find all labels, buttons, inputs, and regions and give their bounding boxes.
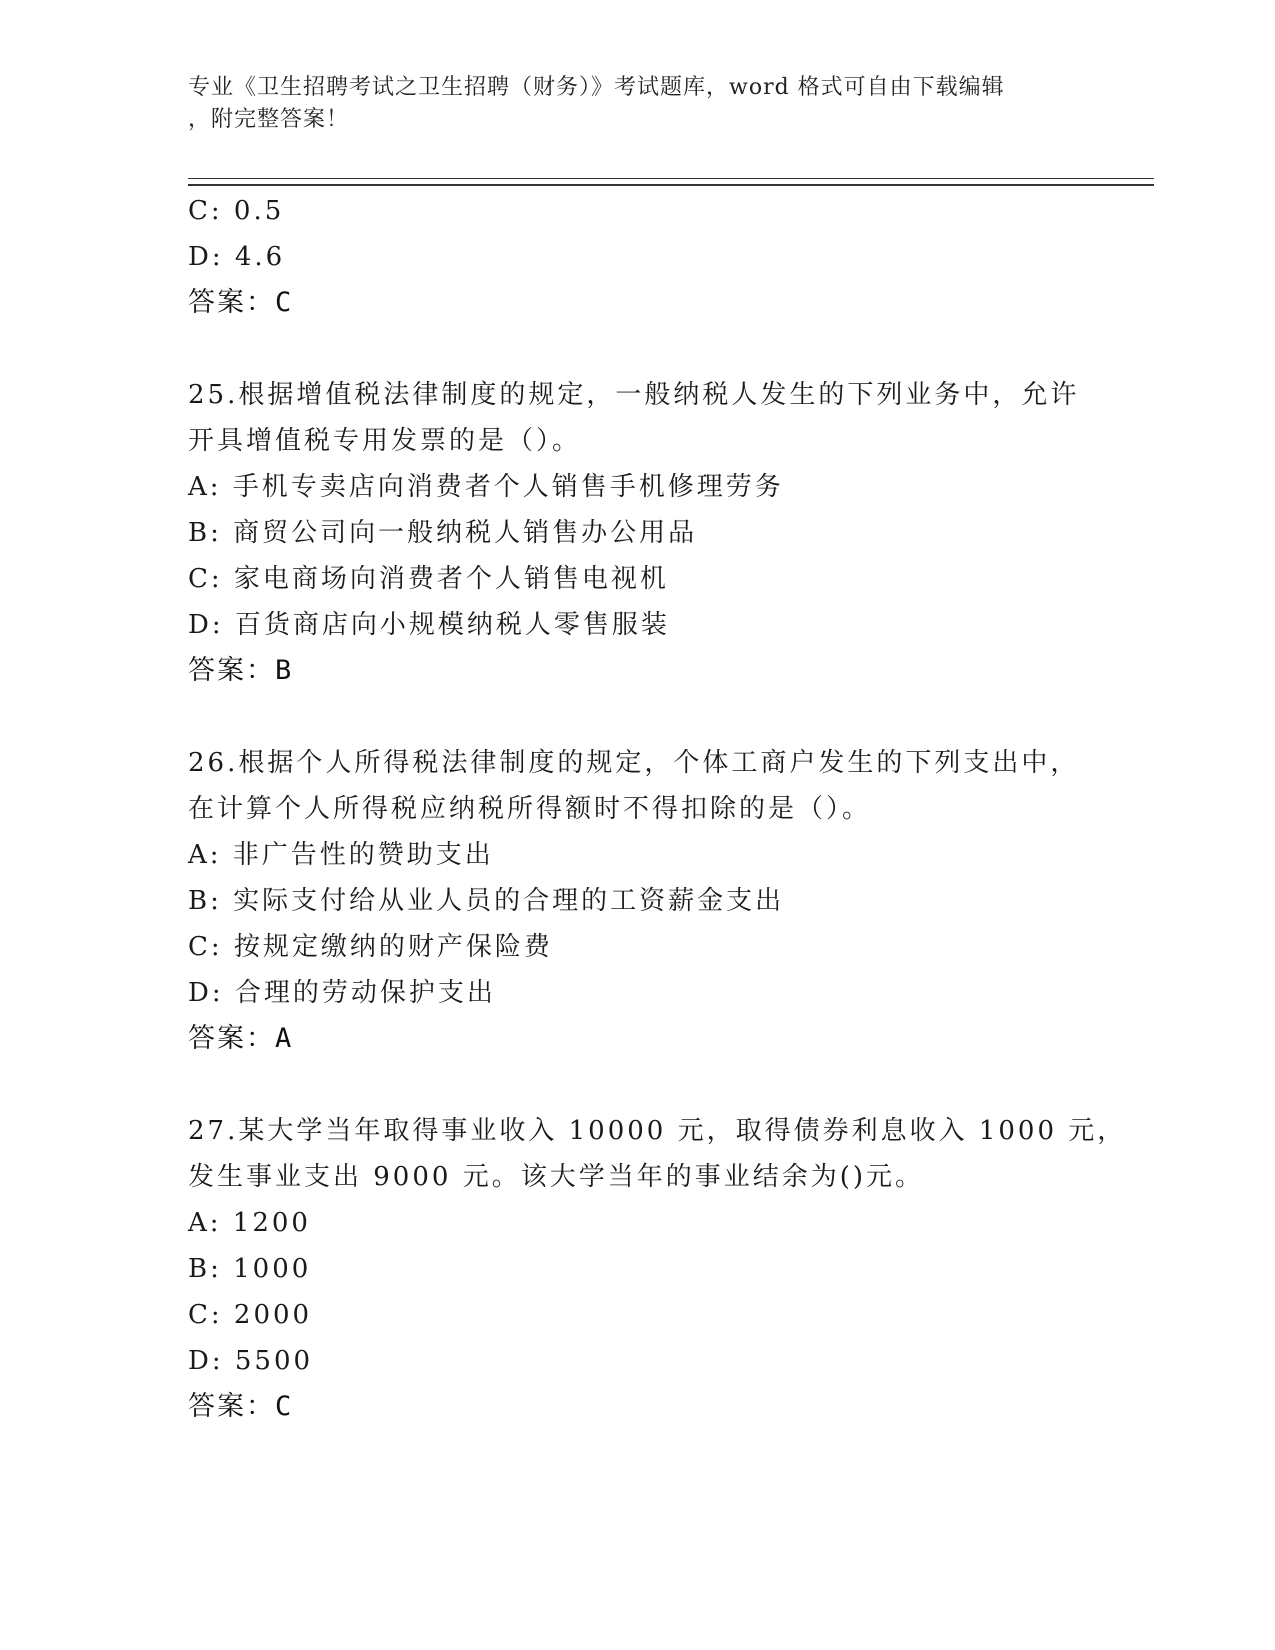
spacer — [188, 694, 1088, 740]
answer-value: B — [275, 655, 294, 686]
option-d: D: 5500 — [188, 1346, 314, 1376]
question-stem-line: 26.根据个人所得税法律制度的规定，个体工商户发生的下列支出中， — [188, 748, 1080, 778]
option-b: B: 实际支付给从业人员的合理的工资薪金支出 — [188, 886, 785, 916]
answer-label: 答案： — [188, 1391, 275, 1422]
option-d: D: 4.6 — [188, 242, 286, 272]
header-divider-thick — [188, 184, 1154, 186]
answer-line — [188, 1016, 1088, 1062]
answer-label: 答案： — [188, 655, 275, 686]
answer-value: A — [275, 1023, 294, 1054]
header-line-1: 专业《卫生招聘考试之卫生招聘（财务）》考试题库，word 格式可自由下载编辑 — [188, 75, 1005, 100]
spacer — [188, 326, 1088, 372]
question-stem-line: 在计算个人所得税应纳税所得额时不得扣除的是（）。 — [188, 794, 872, 824]
prev-question-tail — [188, 188, 1088, 326]
option-a: A: 手机专卖店向消费者个人销售手机修理劳务 — [188, 472, 784, 502]
header-line-2: ，附完整答案！ — [188, 107, 350, 132]
option-d: D: 百货商店向小规模纳税人零售服装 — [188, 610, 670, 640]
option-c: C: 家电商场向消费者个人销售电视机 — [188, 564, 669, 594]
option-b: B: 1000 — [188, 1254, 312, 1284]
document-header — [188, 72, 1068, 136]
option-c: C: 0.5 — [188, 196, 285, 226]
answer-value: C — [275, 1391, 294, 1422]
question-list — [188, 188, 1127, 1430]
question-stem-line: 发生事业支出 9000 元。该大学当年的事业结余为()元。 — [188, 1162, 924, 1192]
answer-line — [188, 280, 1088, 326]
header-divider-thin — [188, 178, 1154, 179]
option-c: C: 按规定缴纳的财产保险费 — [188, 932, 553, 962]
answer-line — [188, 1384, 1088, 1430]
option-c: C: 2000 — [188, 1300, 313, 1330]
question-26 — [188, 740, 1088, 1062]
question-stem-line: 27.某大学当年取得事业收入 10000 元，取得债券利息收入 1000 元， — [188, 1116, 1127, 1146]
option-b: B: 商贸公司向一般纳税人销售办公用品 — [188, 518, 698, 548]
question-27 — [188, 1108, 1127, 1430]
answer-label: 答案： — [188, 1023, 275, 1054]
answer-line — [188, 648, 1088, 694]
option-d: D: 合理的劳动保护支出 — [188, 978, 496, 1008]
answer-value: C — [275, 287, 294, 318]
question-stem-line: 开具增值税专用发票的是（）。 — [188, 426, 582, 456]
option-a: A: 1200 — [188, 1208, 311, 1238]
answer-label: 答案： — [188, 287, 275, 318]
question-stem-line: 25.根据增值税法律制度的规定，一般纳税人发生的下列业务中，允许 — [188, 380, 1080, 410]
spacer — [188, 1062, 1088, 1108]
question-25 — [188, 372, 1088, 694]
option-a: A: 非广告性的赞助支出 — [188, 840, 494, 870]
